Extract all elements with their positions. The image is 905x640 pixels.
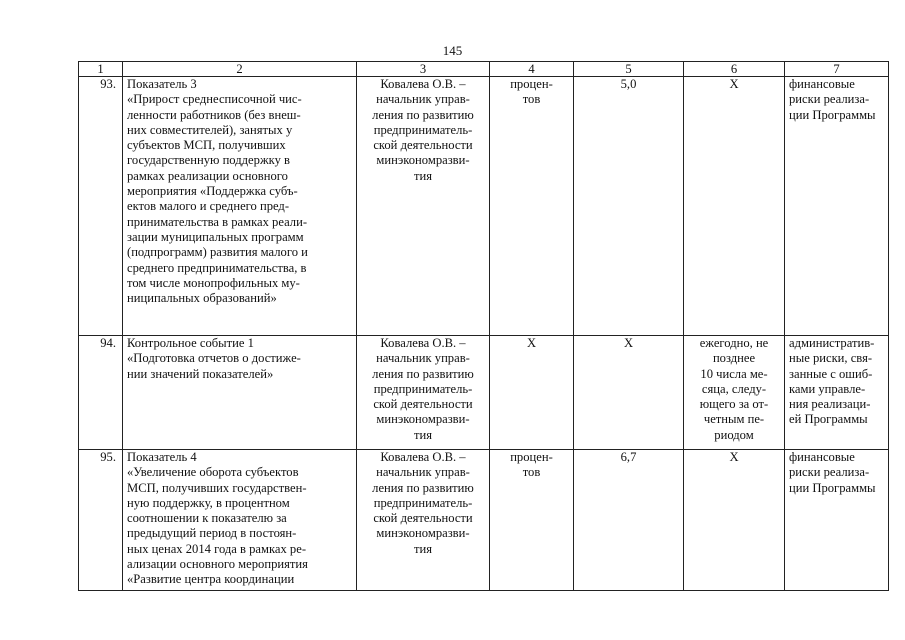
row-number-cell: 94. — [79, 336, 123, 450]
risk-line: финансовые — [789, 450, 855, 464]
description-line: предыдущий период в постоян- — [127, 526, 297, 541]
indicator-description-cell — [123, 336, 357, 450]
unit-line: тов — [522, 465, 541, 480]
risks-cell — [785, 77, 889, 336]
deadline-line: Х — [729, 450, 739, 464]
row-number-cell: 93. — [79, 77, 123, 336]
description-line: субъектов МСП, получивших — [127, 138, 286, 153]
unit-cell — [490, 450, 574, 591]
responsible-person-cell — [357, 450, 490, 591]
responsible-line: тия — [413, 541, 433, 556]
deadline-line: ющего за от- — [699, 397, 769, 412]
unit-line: тов — [522, 92, 541, 107]
table-header-row — [79, 62, 889, 77]
indicator-description-cell — [123, 450, 357, 591]
responsible-line: предприниматель- — [373, 495, 473, 510]
page-number: 145 — [442, 43, 463, 58]
responsible-line: ской деятельности — [373, 511, 473, 526]
risk-line: ей Программы — [789, 412, 868, 427]
description-line: «Прирост среднесписочной чис- — [127, 92, 302, 107]
responsible-line: тия — [413, 168, 433, 183]
indicators-table — [78, 61, 889, 591]
deadline-line: сяца, следу- — [701, 381, 767, 396]
responsible-line: ления по развитию — [372, 107, 474, 122]
responsible-line: предприниматель- — [373, 122, 473, 137]
description-line: среднего предпринимательства, в — [127, 260, 307, 275]
description-line: принимательства в рамках реали- — [127, 214, 308, 229]
header-cell: 3 — [357, 62, 490, 77]
description-line: ных ценах 2014 года в рамках ре- — [127, 541, 307, 556]
risk-line: ками управле- — [789, 381, 866, 396]
description-line: Показатель 3 — [127, 77, 197, 91]
unit-line: Х — [526, 336, 537, 350]
responsible-line: тия — [413, 427, 433, 442]
unit-line: процен- — [510, 77, 553, 91]
header-cell: 7 — [785, 62, 889, 77]
header-cell: 1 — [79, 62, 123, 77]
risk-line: ния реализаци- — [789, 397, 871, 412]
deadline-cell — [684, 77, 785, 336]
header-cell: 4 — [490, 62, 574, 77]
risk-line: административ- — [789, 336, 875, 350]
responsible-line: Ковалева О.В. – — [380, 336, 466, 350]
deadline-cell — [684, 450, 785, 591]
value-cell: 6,7 — [574, 450, 684, 591]
risk-line: риски реализа- — [789, 92, 870, 107]
header-cell: 2 — [123, 62, 357, 77]
unit-cell — [490, 77, 574, 336]
row-number-cell: 95. — [79, 450, 123, 591]
unit-line: процен- — [510, 450, 553, 464]
deadline-line: ежегодно, не — [699, 336, 769, 350]
responsible-line: минэкономразви- — [376, 412, 470, 427]
description-line: Показатель 4 — [127, 450, 197, 464]
risk-line: ции Программы — [789, 107, 876, 122]
responsible-person-cell — [357, 77, 490, 336]
deadline-line: риодом — [714, 427, 754, 442]
table-row — [79, 77, 889, 336]
risks-cell — [785, 336, 889, 450]
risk-line: риски реализа- — [789, 465, 870, 480]
risk-line: финансовые — [789, 77, 855, 91]
description-line: «Увеличение оборота субъектов — [127, 465, 299, 480]
description-line: (подпрограмм) развития малого и — [127, 245, 308, 260]
deadline-cell — [684, 336, 785, 450]
description-line: ализации основного мероприятия — [127, 557, 308, 572]
responsible-line: начальник управ- — [376, 92, 470, 107]
responsible-line: начальник управ- — [376, 351, 470, 366]
deadline-line: четным пе- — [703, 412, 765, 427]
description-line: МСП, получивших государствен- — [127, 480, 307, 495]
description-line: ную поддержку, в процентном — [127, 495, 290, 510]
responsible-line: Ковалева О.В. – — [380, 77, 466, 91]
deadline-line: позднее — [712, 351, 756, 366]
header-cell: 6 — [684, 62, 785, 77]
risk-line: ные риски, свя- — [789, 351, 873, 366]
description-line: государственную поддержку в — [127, 153, 290, 168]
description-line: соотношении к показателю за — [127, 511, 287, 526]
table-row — [79, 336, 889, 450]
responsible-line: ления по развитию — [372, 480, 474, 495]
responsible-person-cell — [357, 336, 490, 450]
description-line: «Развитие центра координации — [127, 572, 295, 587]
value-cell: Х — [574, 336, 684, 450]
risks-cell — [785, 450, 889, 591]
description-line: нии значений показателей» — [127, 366, 274, 381]
description-line: ленности работников (без внеш- — [127, 107, 301, 122]
responsible-line: предприниматель- — [373, 381, 473, 396]
table-row — [79, 450, 889, 591]
risk-line: ции Программы — [789, 480, 876, 495]
responsible-line: Ковалева О.В. – — [380, 450, 466, 464]
responsible-line: ской деятельности — [373, 138, 473, 153]
header-cell: 5 — [574, 62, 684, 77]
deadline-line: 10 числа ме- — [700, 366, 768, 381]
description-line: них совместителей), занятых у — [127, 122, 293, 137]
description-line: том числе монопрофильных му- — [127, 275, 300, 290]
responsible-line: начальник управ- — [376, 465, 470, 480]
responsible-line: ления по развитию — [372, 366, 474, 381]
responsible-line: ской деятельности — [373, 397, 473, 412]
description-line: зации муниципальных программ — [127, 229, 304, 244]
deadline-line: Х — [729, 77, 739, 91]
risk-line: занные с ошиб- — [789, 366, 873, 381]
description-line: ниципальных образований» — [127, 291, 277, 306]
unit-cell — [490, 336, 574, 450]
value-cell: 5,0 — [574, 77, 684, 336]
responsible-line: минэкономразви- — [376, 526, 470, 541]
description-line: Контрольное событие 1 — [127, 336, 254, 350]
indicator-description-cell — [123, 77, 357, 336]
responsible-line: минэкономразви- — [376, 153, 470, 168]
description-line: ектов малого и среднего пред- — [127, 199, 290, 214]
description-line: «Подготовка отчетов о достиже- — [127, 351, 301, 366]
description-line: мероприятия «Поддержка субъ- — [127, 184, 298, 199]
description-line: рамках реализации основного — [127, 168, 288, 183]
